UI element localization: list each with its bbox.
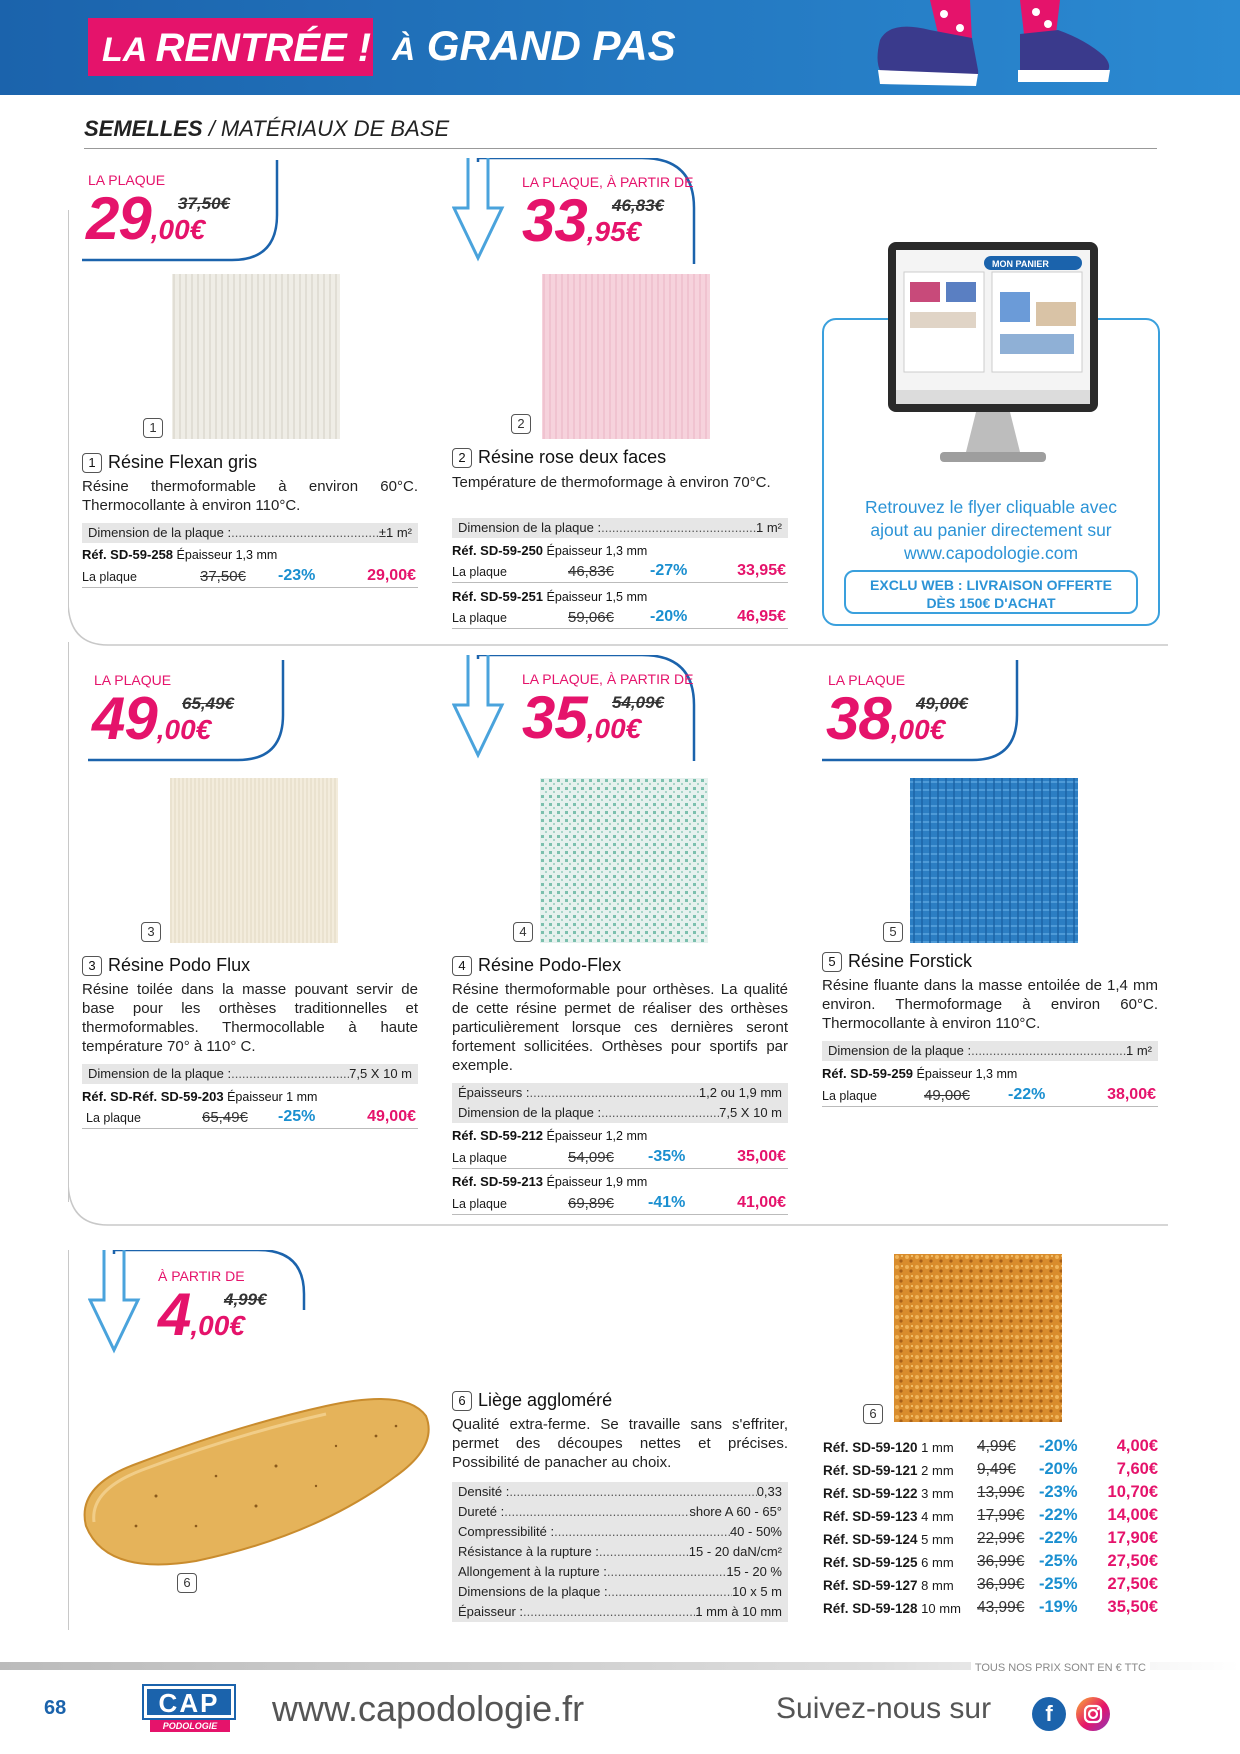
svg-text:MON PANIER: MON PANIER: [992, 259, 1049, 269]
product-description: Résine thermoformable à environ 60°C. Thermocollante à environ 110°C.: [82, 478, 418, 514]
product-name: 5 Résine Forstick: [822, 951, 972, 972]
spec-row: Dimension de la plaque : ..... 1 m²: [452, 518, 788, 538]
product-name: 4 Résine Podo-Flex: [452, 955, 621, 976]
price-row: La plaque 49,00€ -22% 38,00€: [822, 1085, 1158, 1107]
product-description: Température de thermoformage à environ 70°C.: [452, 474, 771, 491]
product-name: 6 Liège aggloméré: [452, 1390, 612, 1411]
spec-row: Dimensions de la plaque : ..... 10 x 5 m: [452, 1582, 788, 1602]
price-row: La plaque 65,49€ -25% 49,00€: [82, 1107, 418, 1129]
spec-row: Dureté : ..... shore A 60 - 65°: [452, 1502, 788, 1522]
spec-row: Dimension de la plaque : ..... 7,5 X 10 m: [82, 1064, 418, 1084]
price-badge-6: À PARTIR DE 4,00€ 4,99€: [88, 1250, 310, 1356]
table-row: Réf. SD-59-125 6 mm 36,99€ -25% 27,50€: [823, 1552, 1158, 1570]
page-number: 68: [44, 1697, 67, 1719]
swatch-podo-flux: [170, 778, 338, 943]
swatch-flexan-gris: [172, 274, 340, 439]
facebook-icon[interactable]: f: [1032, 1697, 1066, 1731]
image-number: 6: [863, 1404, 883, 1424]
swatch-rose-deux-faces: [542, 274, 710, 439]
spec-row: Allongement à la rupture : ..... 15 - 20 %: [452, 1562, 788, 1582]
image-number: 2: [511, 414, 531, 434]
instagram-icon[interactable]: [1076, 1697, 1110, 1731]
table-row: Réf. SD-59-121 2 mm 9,49€ -20% 7,60€: [823, 1460, 1158, 1478]
table-row: Réf. SD-59-124 5 mm 22,99€ -22% 17,90€: [823, 1529, 1158, 1547]
monitor-illustration: [880, 242, 1106, 470]
table-row: Réf. SD-59-120 1 mm 4,99€ -20% 4,00€: [823, 1437, 1158, 1455]
product-name: 1 Résine Flexan gris: [82, 452, 257, 473]
reference: Réf. SD-Réf. SD-59-203 Épaisseur 1 mm: [82, 1089, 318, 1104]
image-number: 5: [883, 922, 903, 942]
table-row: Réf. SD-59-127 8 mm 36,99€ -25% 27,50€: [823, 1575, 1158, 1593]
spec-row: Épaisseurs : ..... 1,2 ou 1,9 mm: [452, 1083, 788, 1103]
reference: Réf. SD-59-258 Épaisseur 1,3 mm: [82, 547, 278, 562]
swatch-podo-flex: [540, 778, 708, 943]
swatch-liege: [894, 1254, 1062, 1422]
product-description: Résine toilée dans la masse pouvant servir de base pour les orthèses traditionnelles et thermoformables. Thermocollable à haute température 70° à 110° C.: [82, 981, 418, 1055]
product-name: 3 Résine Podo Flux: [82, 955, 250, 976]
reference: Réf. SD-59-213 Épaisseur 1,9 mm: [452, 1174, 648, 1189]
follow-us-text: Suivez-nous sur: [776, 1692, 992, 1725]
price-badge-4: LA PLAQUE, À PARTIR DE 35,00€ 54,09€: [452, 655, 702, 761]
cork-insole-image: [76, 1376, 446, 1576]
header-rentree: LA RENTRÉE !: [88, 18, 373, 76]
price-row: La plaque 54,09€ -35% 35,00€: [452, 1147, 788, 1169]
image-number: 1: [143, 418, 163, 438]
product-name: 2 Résine rose deux faces: [452, 447, 666, 468]
header-title: À GRAND PAS: [392, 22, 676, 69]
reference: Réf. SD-59-250 Épaisseur 1,3 mm: [452, 543, 648, 558]
reference: Réf. SD-59-251 Épaisseur 1,5 mm: [452, 589, 648, 604]
price-badge-5: LA PLAQUE 38,00€ 49,00€: [822, 660, 1022, 766]
section-title: SEMELLES / MATÉRIAUX DE BASE: [84, 116, 450, 141]
spec-row: Dimension de la plaque : ..... ±1 m²: [82, 523, 418, 543]
cap-podologie-logo[interactable]: CAP PODOLOGIE: [140, 1686, 236, 1734]
spec-row: Densité : ..... 0,33: [452, 1482, 788, 1502]
image-number: 6: [177, 1573, 197, 1593]
table-row: Réf. SD-59-122 3 mm 13,99€ -23% 10,70€: [823, 1483, 1158, 1501]
table-row: Réf. SD-59-128 10 mm 43,99€ -19% 35,50€: [823, 1598, 1158, 1616]
spec-row: Dimension de la plaque : ..... 7,5 X 10 m: [452, 1103, 788, 1123]
reference: Réf. SD-59-259 Épaisseur 1,3 mm: [822, 1066, 1018, 1081]
swatch-forstick: [910, 778, 1078, 943]
price-badge-1: LA PLAQUE 29,00€ 37,50€: [82, 160, 282, 266]
price-badge-3: LA PLAQUE 49,00€ 65,49€: [88, 660, 288, 766]
product-description: Qualité extra-ferme. Se travaille sans s'effriter, permet des découpes nettes et précises. Possibilité de panacher au choix.: [452, 1416, 788, 1471]
price-row: La plaque 46,83€ -27% 33,95€: [452, 561, 788, 583]
reference: Réf. SD-59-212 Épaisseur 1,2 mm: [452, 1128, 648, 1143]
frame-line: [68, 1250, 69, 1630]
price-note: TOUS NOS PRIX SONT EN € TTC: [971, 1662, 1150, 1674]
price-row: La plaque 37,50€ -23% 29,00€: [82, 566, 418, 588]
frame-line: [68, 210, 69, 610]
product-description: Résine thermoformable pour orthèses. La qualité de cette résine permet de réaliser des orthèses particulièrement lorsque ces dernières seront fortement sollicitées. Orthèses pour sportifs par exemple.: [452, 981, 788, 1074]
website-link[interactable]: www.capodologie.fr: [272, 1688, 585, 1729]
table-row: Réf. SD-59-123 4 mm 17,99€ -22% 14,00€: [823, 1506, 1158, 1524]
price-badge-2: LA PLAQUE, À PARTIR DE 33,95€ 46,83€: [452, 158, 702, 264]
section-divider: [84, 148, 1157, 149]
image-number: 3: [141, 922, 161, 942]
sneakers-illustration: [860, 0, 1120, 95]
product-description: Résine fluante dans la masse entoilée de 1,4 mm environ. Thermoformage à environ 60°C. Thermocollante à environ 110°C.: [822, 977, 1158, 1032]
image-number: 4: [513, 922, 533, 942]
web-url-link[interactable]: www.capodologie.com: [903, 543, 1079, 563]
spec-row: Résistance à la rupture : ..... 15 - 20 daN/cm²: [452, 1542, 788, 1562]
spec-row: Dimension de la plaque : ..... 1 m²: [822, 1041, 1158, 1061]
web-free-shipping-pill: EXCLU WEB : LIVRAISON OFFERTE DÈS 150€ D'ACHAT: [844, 570, 1138, 614]
web-promo-text: Retrouvez le flyer cliquable avec ajout au panier directement sur www.capodologie.com: [836, 496, 1146, 565]
price-row: La plaque 69,89€ -41% 41,00€: [452, 1193, 788, 1215]
price-row: La plaque 59,06€ -20% 46,95€: [452, 607, 788, 629]
spec-row: Épaisseur : ..... 1 mm à 10 mm: [452, 1602, 788, 1622]
spec-row: Compressibilité : ..... 40 - 50%: [452, 1522, 788, 1542]
frame-line: [68, 642, 69, 1202]
